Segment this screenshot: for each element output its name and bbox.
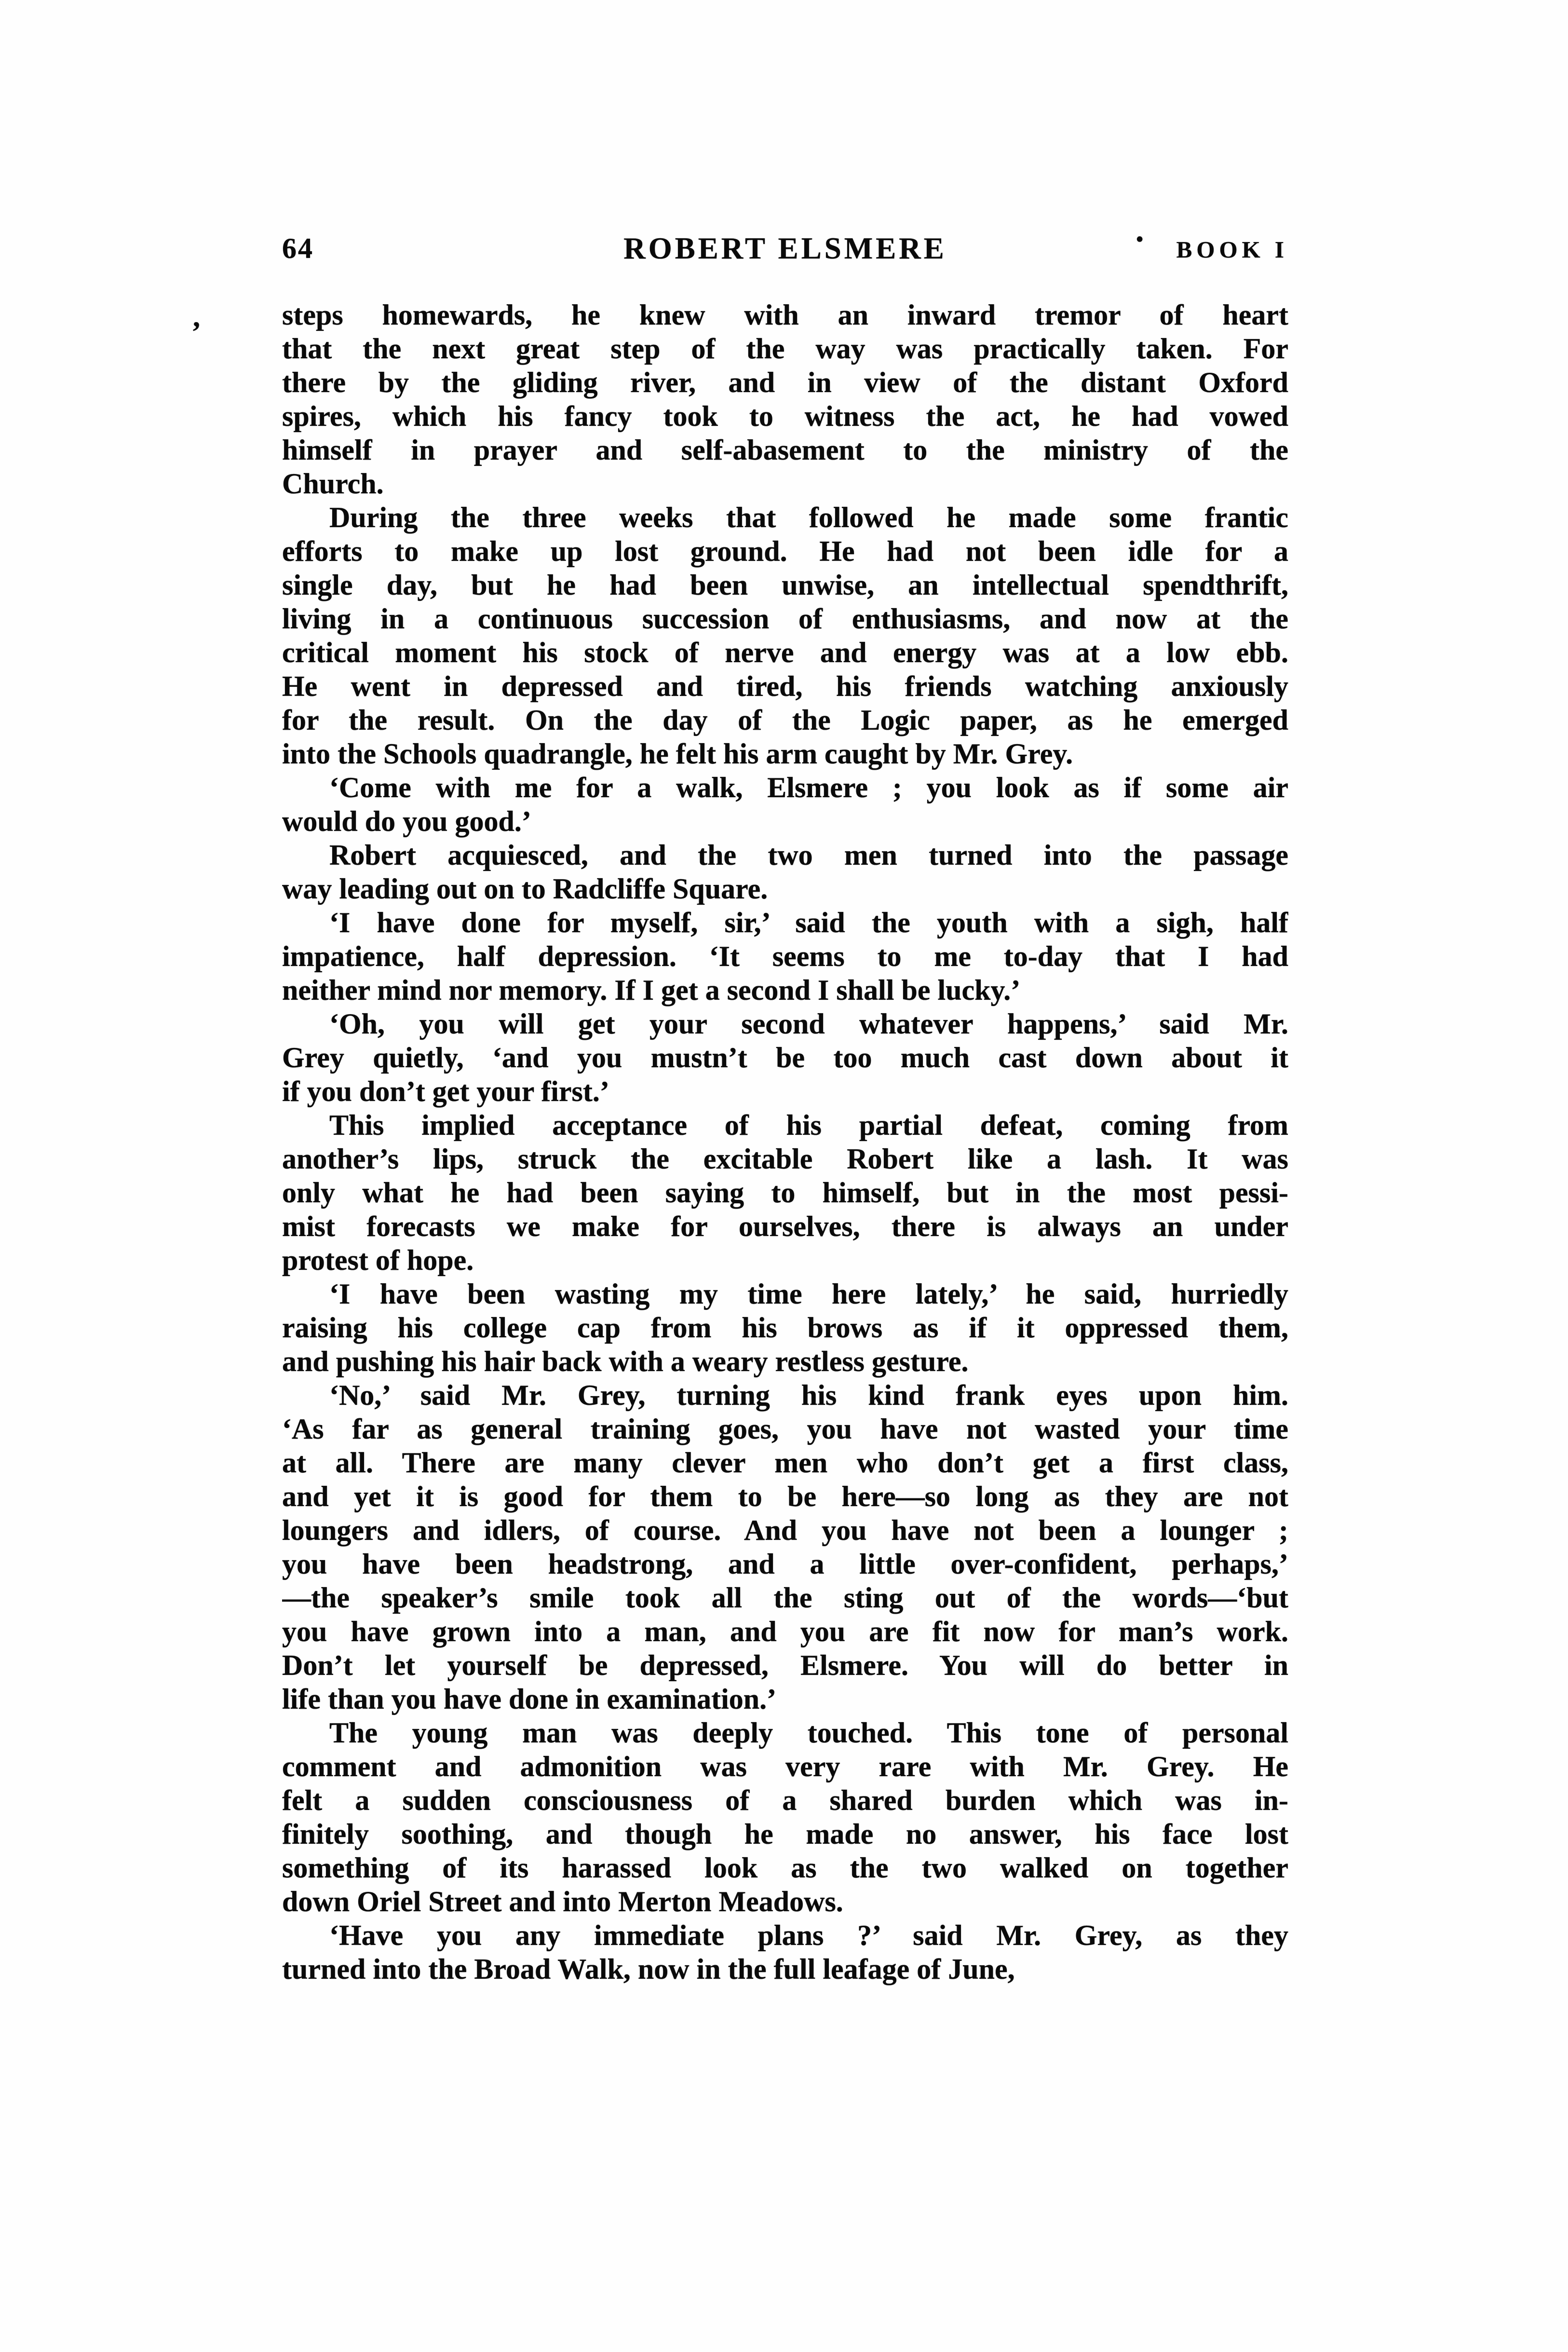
text-line: if you don’t get your first.’ [282,1075,609,1107]
text-line: protest of hope. [282,1244,474,1276]
text-line: at all. There are many clever men who don’t get a first class, [282,1447,1288,1479]
text-line: only what he had been saying to himself, but in the most pessi- [282,1177,1288,1209]
text-line: ‘As far as general training goes, you have not wasted your time [282,1413,1288,1445]
page-number: 64 [282,232,314,264]
text-line: Don’t let yourself be depressed, Elsmere. You will do better in [282,1649,1288,1681]
text-line: ‘Oh, you will get your second whatever happens,’ said Mr. [329,1008,1288,1040]
text-line: ‘Have you any immediate plans ?’ said Mr. Grey, as they [329,1919,1288,1951]
text-line: He went in depressed and tired, his friends watching anxiously [282,670,1288,702]
text-block [282,298,1288,1986]
text-line: Grey quietly, ‘and you mustn’t be too much cast down about it [282,1042,1288,1074]
text-line: single day, but he had been unwise, an intellectual spendthrift, [282,569,1288,601]
text-line: way leading out on to Radcliffe Square. [282,873,768,905]
ink-speck-dot: · [1134,221,1146,258]
text-line: critical moment his stock of nerve and energy was at a low ebb. [282,637,1288,668]
text-line: life than you have done in examination.’ [282,1683,777,1715]
text-line: mist forecasts we make for ourselves, there is always an under [282,1210,1288,1242]
text-line: Church. [282,468,384,500]
text-line: neither mind nor memory. If I get a second I shall be lucky.’ [282,974,1021,1006]
text-line: ‘No,’ said Mr. Grey, turning his kind frank eyes upon him. [329,1379,1288,1411]
text-line: This implied acceptance of his partial defeat, coming from [329,1109,1288,1141]
text-line: and yet it is good for them to be here—so long as they are not [282,1481,1288,1512]
text-line: you have grown into a man, and you are fit now for man’s work. [282,1616,1288,1647]
text-line: and pushing his hair back with a weary restless gesture. [282,1346,969,1377]
text-line: steps homewards, he knew with an inward tremor of heart [282,299,1288,331]
book-label: BOOK I [1176,236,1288,263]
running-title: ROBERT ELSMERE [623,231,947,265]
text-line: Robert acquiesced, and the two men turned into the passage [329,839,1288,871]
text-line: During the three weeks that followed he made some frantic [329,502,1288,533]
text-line: another’s lips, struck the excitable Robert like a lash. It was [282,1143,1288,1175]
text-line: impatience, half depression. ‘It seems to me to-day that I had [282,940,1288,972]
text-line: ‘I have done for myself, sir,’ said the youth with a sigh, half [329,907,1288,938]
text-line: raising his college cap from his brows as if it oppressed them, [282,1312,1288,1344]
text-line: felt a sudden consciousness of a shared burden which was in- [282,1784,1288,1816]
stray-comma-mark: , [193,301,200,333]
text-line: something of its harassed look as the two walked on together [282,1852,1288,1884]
text-line: turned into the Broad Walk, now in the full leafage of June, [282,1953,1015,1985]
text-line: himself in prayer and self-abasement to the ministry of the [282,434,1288,466]
text-line: spires, which his fancy took to witness the act, he had vowed [282,400,1288,432]
text-line: finitely soothing, and though he made no answer, his face lost [282,1818,1288,1850]
text-line: down Oriel Street and into Merton Meadows. [282,1886,843,1917]
text-line: you have been headstrong, and a little over-confident, perhaps,’ [282,1548,1288,1580]
text-line: —the speaker’s smile took all the sting out of the words—‘but [282,1582,1288,1614]
text-line: efforts to make up lost ground. He had not been idle for a [282,535,1288,567]
text-line: living in a continuous succession of enthusiasms, and now at the [282,603,1288,635]
text-line: there by the gliding river, and in view of the distant Oxford [282,367,1288,398]
text-line: comment and admonition was very rare with Mr. Grey. He [282,1751,1288,1782]
text-line: that the next great step of the way was practically taken. For [282,333,1288,365]
text-line: ‘Come with me for a walk, Elsmere ; you look as if some air [329,772,1288,803]
text-line: for the result. On the day of the Logic paper, as he emerged [282,704,1288,736]
text-line: would do you good.’ [282,805,531,837]
text-line: loungers and idlers, of course. And you have not been a lounger ; [282,1514,1288,1546]
text-line: The young man was deeply touched. This tone of personal [329,1717,1288,1749]
text-line: into the Schools quadrangle, he felt his arm caught by Mr. Grey. [282,738,1073,770]
text-line: ‘I have been wasting my time here lately,’ he said, hurriedly [329,1278,1288,1310]
